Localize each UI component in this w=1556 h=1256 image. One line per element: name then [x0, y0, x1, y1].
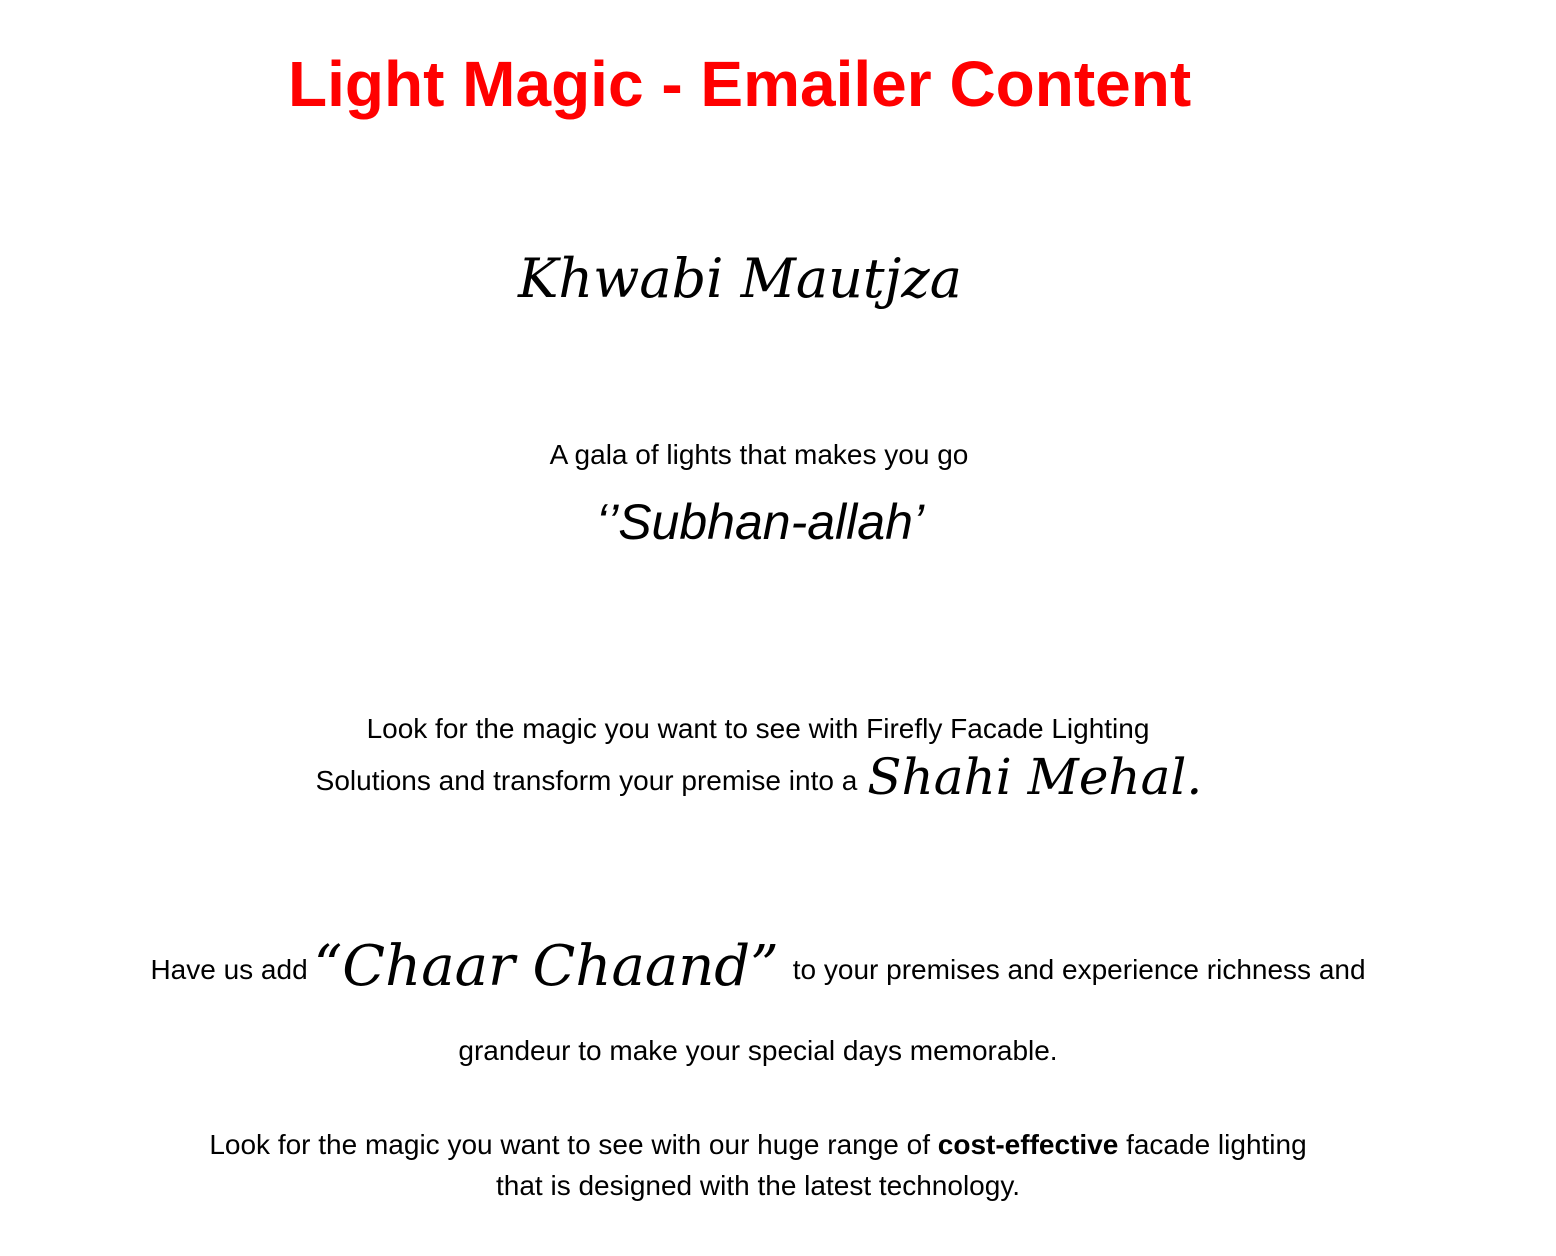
paragraph3-line1-suffix: facade lighting — [1126, 1129, 1307, 1160]
paragraph3-line2: that is designed with the latest technology. — [495, 1170, 1021, 1201]
paragraph2-line1-prefix: Have us add — [150, 954, 308, 985]
paragraph2-line1 — [0, 934, 1536, 999]
paragraph2-line2: grandeur to make your special days memorable. — [458, 1035, 1058, 1066]
paragraph2-line1-suffix: to your premises and experience richness and — [792, 954, 1366, 985]
cost-effective-bold: cost-effective — [937, 1129, 1119, 1160]
paragraph3-line1-prefix: Look for the magic you want to see with our huge range of — [209, 1129, 930, 1160]
paragraph3-line1 — [0, 1124, 1536, 1165]
chaar-chaand-highlight: “Chaar Chaand” — [313, 934, 779, 999]
paragraph1-line2 — [0, 748, 1537, 806]
script-headline: Khwabi Mautjza — [518, 247, 962, 310]
tagline-text: A gala of lights that makes you go — [549, 439, 969, 470]
paragraph1-line2-prefix: Solutions and transform your premise into a — [315, 765, 858, 796]
shahi-mehal-highlight: Shahi Mehal. — [867, 748, 1203, 806]
paragraph1-line1: Look for the magic you want to see with Firefly Facade Lighting — [366, 713, 1150, 744]
document-title: Light Magic - Emailer Content — [288, 48, 1192, 120]
tagline-quote: ‘’Subhan-allah’ — [595, 494, 924, 550]
